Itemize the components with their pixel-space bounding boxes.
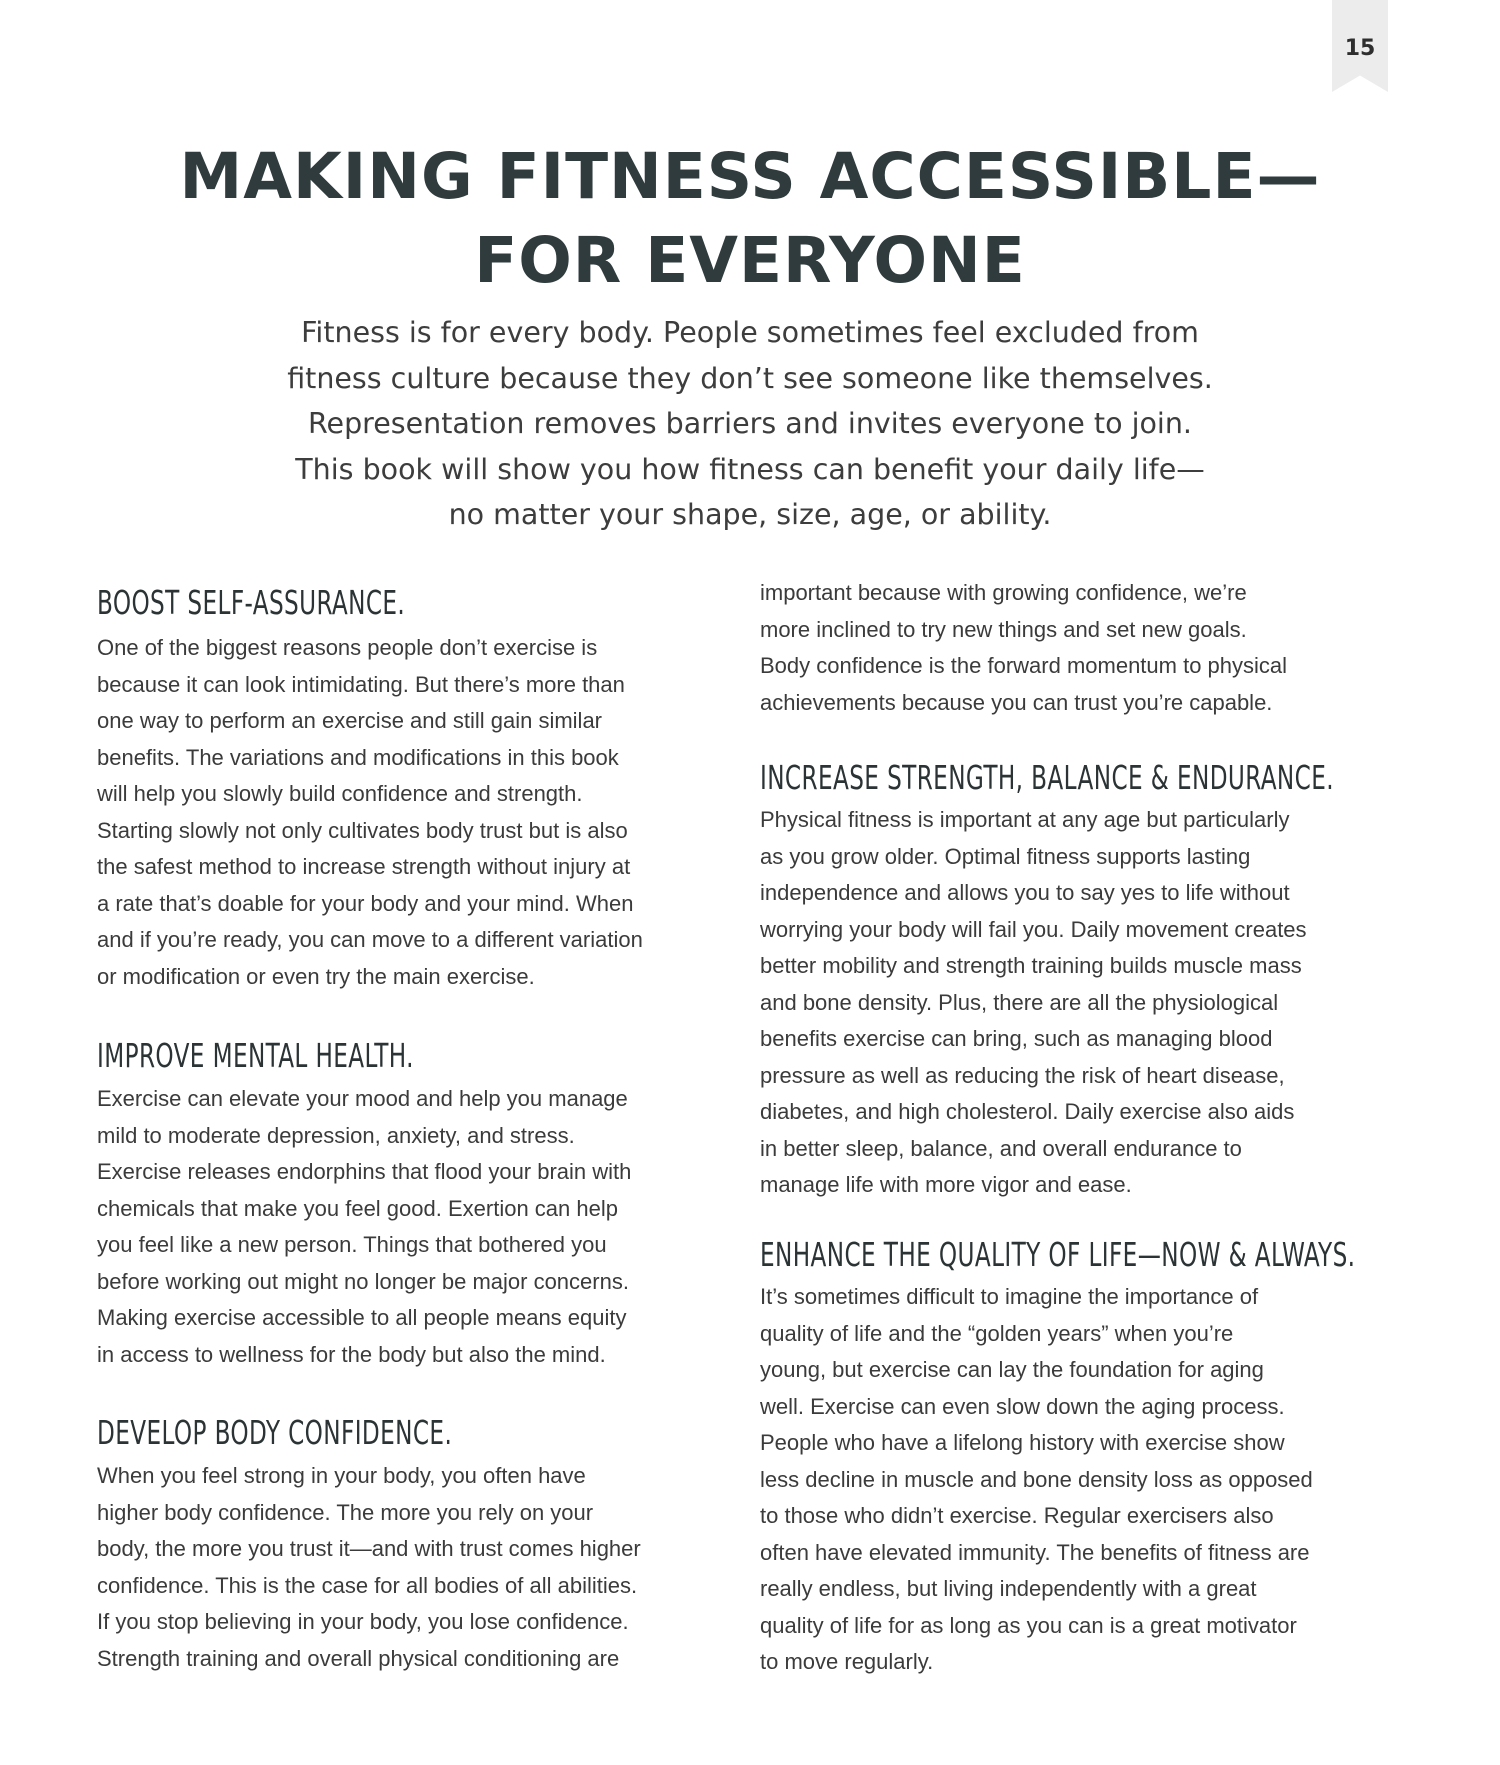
body-line: and bone density. Plus, there are all the physiological — [760, 989, 1279, 1015]
body-line: more inclined to try new things and set new goals. — [760, 616, 1247, 642]
page-title — [0, 135, 1500, 303]
intro-line: Fitness is for every body. People sometimes feel excluded from — [301, 316, 1199, 349]
body-line: If you stop believing in your body, you lose confidence. — [97, 1609, 629, 1634]
intro-line: no matter your shape, size, age, or ability. — [448, 498, 1052, 531]
section-body-boost — [97, 630, 643, 995]
body-line: young, but exercise can lay the foundation for aging — [760, 1357, 1264, 1382]
section-heading-boost: BOOST SELF-ASSURANCE. — [97, 583, 406, 622]
intro-line: Representation removes barriers and invites everyone to join. — [308, 407, 1192, 440]
section-body-confidence — [97, 1458, 641, 1677]
section-heading-quality: ENHANCE THE QUALITY OF LIFE—NOW & ALWAYS. — [760, 1235, 1356, 1274]
page-number: 15 — [1344, 36, 1376, 61]
body-line: before working out might no longer be major concerns. — [97, 1268, 629, 1294]
body-line: benefits exercise can bring, such as managing blood — [760, 1026, 1273, 1051]
body-line: often have elevated immunity. The benefits of fitness are — [760, 1539, 1310, 1565]
body-line: When you feel strong in your body, you often have — [97, 1463, 586, 1488]
body-line: to move regularly. — [760, 1649, 934, 1674]
body-line: Physical fitness is important at any age but particularly — [760, 807, 1290, 832]
body-line: quality of life for as long as you can is a great motivator — [760, 1612, 1297, 1638]
body-line: quality of life and the “golden years” when you’re — [760, 1320, 1234, 1346]
body-line: will help you slowly build confidence and strength. — [97, 781, 583, 806]
body-line: mild to moderate depression, anxiety, and stress. — [97, 1122, 575, 1148]
body-line: in access to wellness for the body but also the mind. — [97, 1341, 606, 1367]
body-line: Exercise can elevate your mood and help you manage — [97, 1086, 628, 1111]
body-line: one way to perform an exercise and still gain similar — [97, 708, 603, 733]
body-line: Starting slowly not only cultivates body trust but is also — [97, 817, 628, 843]
body-line: diabetes, and high cholesterol. Daily exercise also aids — [760, 1099, 1295, 1124]
intro-line: fitness culture because they don’t see someone like themselves. — [287, 361, 1213, 395]
body-line: Exercise releases endorphins that flood your brain with — [97, 1159, 632, 1184]
body-line: a rate that’s doable for your body and your mind. When — [97, 890, 634, 916]
body-line: in better sleep, balance, and overall endurance to — [760, 1135, 1242, 1161]
section-body-strength — [760, 802, 1307, 1204]
body-line: the safest method to increase strength without injury at — [97, 854, 631, 879]
body-line: and if you’re ready, you can move to a different variation — [97, 927, 643, 952]
section-heading-confidence: DEVELOP BODY CONFIDENCE. — [97, 1413, 453, 1452]
body-line: higher body confidence. The more you rely on your — [97, 1499, 594, 1525]
body-line: Strength training and overall physical conditioning are — [97, 1645, 620, 1671]
body-line: because it can look intimidating. But there’s more than — [97, 671, 625, 697]
body-line: body, the more you trust it—and with trust comes higher — [97, 1536, 641, 1561]
body-line: really endless, but living independently with a great — [760, 1576, 1257, 1601]
body-line: manage life with more vigor and ease. — [760, 1172, 1132, 1197]
body-line: less decline in muscle and bone density loss as opposed — [760, 1466, 1313, 1492]
section-heading-mental: IMPROVE MENTAL HEALTH. — [97, 1036, 414, 1075]
intro-paragraph — [230, 310, 1270, 538]
intro-line: This book will show you how fitness can benefit your daily life— — [295, 452, 1205, 486]
section-body-mental — [97, 1081, 631, 1373]
section-body-confidence-continued — [760, 575, 1287, 721]
body-line: achievements because you can trust you’re capable. — [760, 689, 1273, 715]
body-line: confidence. This is the case for all bodies of all abilities. — [97, 1572, 638, 1598]
section-heading-strength: INCREASE STRENGTH, BALANCE & ENDURANCE. — [760, 758, 1334, 797]
body-line: well. Exercise can even slow down the aging process. — [760, 1393, 1285, 1419]
body-line: benefits. The variations and modifications in this book — [97, 744, 619, 770]
body-line: One of the biggest reasons people don’t exercise is — [97, 635, 598, 660]
section-body-quality — [760, 1279, 1313, 1681]
body-line: chemicals that make you feel good. Exertion can help — [97, 1195, 618, 1221]
body-line: better mobility and strength training builds muscle mass — [760, 953, 1302, 978]
body-line: Body confidence is the forward momentum to physical — [760, 653, 1288, 678]
body-line: to those who didn’t exercise. Regular exercisers also — [760, 1503, 1274, 1528]
title-line-1: MAKING FITNESS ACCESSIBLE— — [179, 140, 1321, 213]
body-line: worrying your body will fail you. Daily movement creates — [760, 916, 1307, 942]
body-line: People who have a lifelong history with exercise show — [760, 1430, 1285, 1455]
title-line-2: FOR EVERYONE — [474, 224, 1026, 297]
body-line: important because with growing confidence, we’re — [760, 580, 1247, 605]
body-line: independence and allows you to say yes to life without — [760, 880, 1290, 905]
body-line: or modification or even try the main exercise. — [97, 963, 535, 989]
body-line: Making exercise accessible to all people means equity — [97, 1305, 627, 1330]
body-line: It’s sometimes difficult to imagine the importance of — [760, 1284, 1259, 1309]
body-line: as you grow older. Optimal fitness supports lasting — [760, 843, 1251, 869]
body-line: pressure as well as reducing the risk of heart disease, — [760, 1062, 1285, 1088]
body-line: you feel like a new person. Things that bothered you — [97, 1232, 607, 1257]
